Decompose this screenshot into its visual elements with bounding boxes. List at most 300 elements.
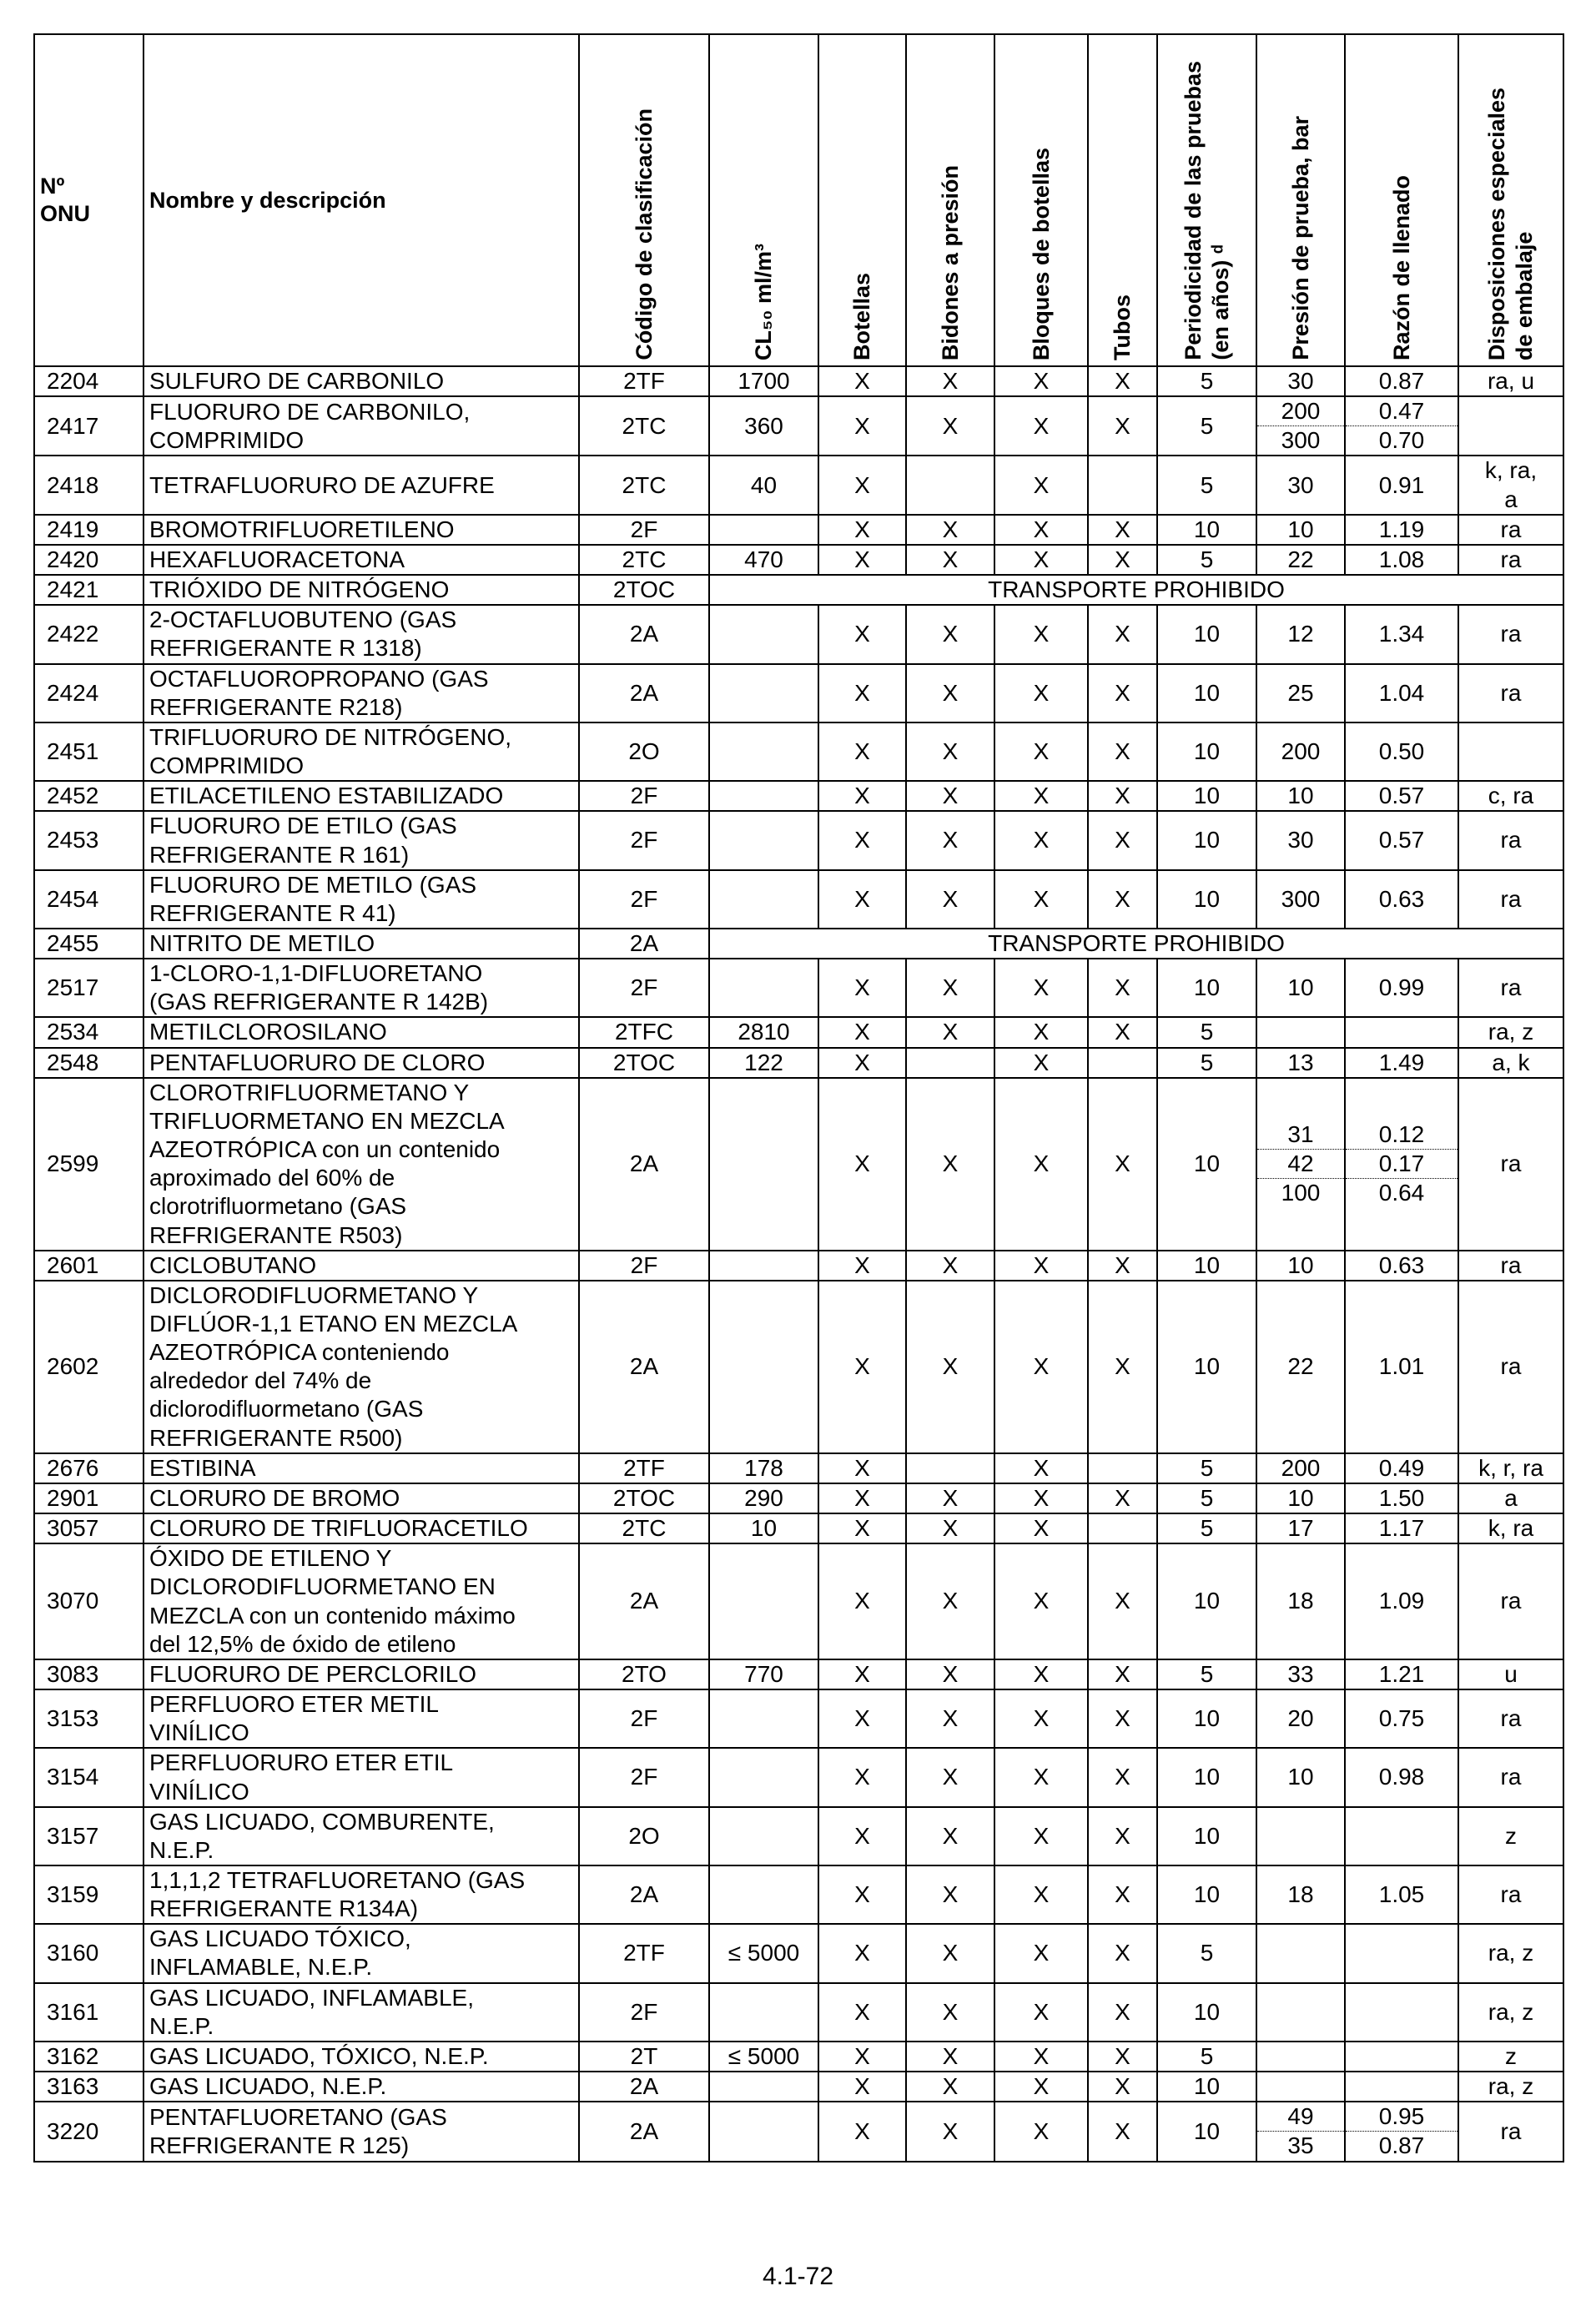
cell-cl50: 1700 xyxy=(709,366,818,396)
cell-cl50 xyxy=(709,664,818,722)
cell-no-onu: 3163 xyxy=(34,2072,143,2102)
header-presion: Presión de prueba, bar xyxy=(1256,34,1345,366)
cell-cl50: ≤ 5000 xyxy=(709,2042,818,2072)
table-row xyxy=(34,664,1563,722)
cell-nombre: FLUORURO DE ETILO (GAS REFRIGERANTE R 161) xyxy=(143,811,579,869)
cell-bloques: X xyxy=(994,1807,1088,1865)
cell-botellas: X xyxy=(818,1281,906,1453)
cell-periodicidad: 10 xyxy=(1157,959,1256,1017)
cell-codigo: 2TFC xyxy=(579,1017,709,1047)
cell-presion-value: 49 xyxy=(1287,2103,1314,2130)
cell-tubos xyxy=(1088,1048,1157,1078)
cell-bidones: X xyxy=(906,1748,994,1806)
cell-disposiciones: ra, z xyxy=(1458,1017,1563,1047)
cell-periodicidad: 10 xyxy=(1157,2102,1256,2161)
cell-presion: 10 xyxy=(1256,781,1345,811)
cell-bidones xyxy=(906,1048,994,1078)
cell-periodicidad: 10 xyxy=(1157,1251,1256,1281)
cell-bloques: X xyxy=(994,959,1088,1017)
cell-bloques: X xyxy=(994,1865,1088,1924)
cell-no-onu: 3153 xyxy=(34,1689,143,1748)
cell-periodicidad: 5 xyxy=(1157,545,1256,575)
cell-tubos: X xyxy=(1088,2102,1157,2161)
table-row xyxy=(34,1689,1563,1748)
cell-presion: 25 xyxy=(1256,664,1345,722)
cell-botellas: X xyxy=(818,515,906,545)
cell-tubos: X xyxy=(1088,1983,1157,2042)
table-row xyxy=(34,396,1563,456)
cell-cl50 xyxy=(709,1983,818,2042)
cell-razon: 1.19 xyxy=(1345,515,1458,545)
cell-razon: 0.87 xyxy=(1345,366,1458,396)
cell-bloques: X xyxy=(994,1048,1088,1078)
cell-periodicidad: 5 xyxy=(1157,1483,1256,1513)
cell-disposiciones: k, ra, a xyxy=(1458,456,1563,514)
cell-periodicidad: 10 xyxy=(1157,1078,1256,1251)
cell-bloques: X xyxy=(994,396,1088,456)
table-row xyxy=(34,1924,1563,1982)
cell-cl50 xyxy=(709,1078,818,1251)
cell-nombre: PENTAFLUORURO DE CLORO xyxy=(143,1048,579,1078)
cell-nombre: 2-OCTAFLUOBUTENO (GAS REFRIGERANTE R 1318) xyxy=(143,605,579,663)
cell-periodicidad: 5 xyxy=(1157,1659,1256,1689)
cell-tubos: X xyxy=(1088,1017,1157,1047)
cell-no-onu: 2420 xyxy=(34,545,143,575)
cell-no-onu: 2601 xyxy=(34,1251,143,1281)
cell-periodicidad: 10 xyxy=(1157,811,1256,869)
cell-cl50 xyxy=(709,605,818,663)
cell-presion xyxy=(1256,1017,1345,1047)
cell-razon-value: 0.70 xyxy=(1346,425,1458,455)
cell-nombre: TETRAFLUORURO DE AZUFRE xyxy=(143,456,579,514)
cell-razon: 1.21 xyxy=(1345,1659,1458,1689)
cell-nombre: PERFLUORURO ETER ETIL VINÍLICO xyxy=(143,1748,579,1806)
cell-presion xyxy=(1256,1807,1345,1865)
table-row xyxy=(34,1659,1563,1689)
cell-botellas: X xyxy=(818,664,906,722)
cell-tubos xyxy=(1088,1513,1157,1543)
table-row xyxy=(34,722,1563,781)
cell-presion xyxy=(1256,396,1345,456)
table-row xyxy=(34,1865,1563,1924)
cell-tubos: X xyxy=(1088,396,1157,456)
cell-no-onu: 2901 xyxy=(34,1483,143,1513)
cell-bidones: X xyxy=(906,605,994,663)
cell-bloques: X xyxy=(994,1689,1088,1748)
cell-presion: 300 xyxy=(1256,870,1345,929)
cell-bidones: X xyxy=(906,811,994,869)
cell-no-onu: 2676 xyxy=(34,1453,143,1483)
cell-periodicidad: 10 xyxy=(1157,1689,1256,1748)
cell-presion: 17 xyxy=(1256,1513,1345,1543)
cell-cl50 xyxy=(709,1543,818,1659)
cell-no-onu: 3070 xyxy=(34,1543,143,1659)
cell-disposiciones: ra xyxy=(1458,959,1563,1017)
cell-presion: 10 xyxy=(1256,1251,1345,1281)
cell-bloques: X xyxy=(994,1281,1088,1453)
cell-bloques: X xyxy=(994,811,1088,869)
cell-presion xyxy=(1256,2042,1345,2072)
cell-nombre: NITRITO DE METILO xyxy=(143,929,579,959)
cell-nombre: TRIFLUORURO DE NITRÓGENO, COMPRIMIDO xyxy=(143,722,579,781)
cell-bloques: X xyxy=(994,2072,1088,2102)
cell-bloques: X xyxy=(994,722,1088,781)
cell-codigo: 2TC xyxy=(579,545,709,575)
cell-cl50 xyxy=(709,1748,818,1806)
table-row xyxy=(34,1017,1563,1047)
header-no-onu: Nº ONU xyxy=(34,34,143,366)
cell-bidones: X xyxy=(906,2072,994,2102)
cell-codigo: 2TOC xyxy=(579,1048,709,1078)
cell-botellas: X xyxy=(818,605,906,663)
cell-periodicidad: 5 xyxy=(1157,366,1256,396)
cell-disposiciones: ra xyxy=(1458,1281,1563,1453)
cell-bidones: X xyxy=(906,515,994,545)
cell-razon-value: 0.64 xyxy=(1346,1178,1458,1207)
header-botellas: Botellas xyxy=(818,34,906,366)
cell-razon xyxy=(1345,396,1458,456)
cell-nombre: ETILACETILENO ESTABILIZADO xyxy=(143,781,579,811)
cell-cl50 xyxy=(709,870,818,929)
cell-presion: 13 xyxy=(1256,1048,1345,1078)
cell-bloques: X xyxy=(994,1983,1088,2042)
cell-botellas: X xyxy=(818,1689,906,1748)
cell-disposiciones: ra, z xyxy=(1458,1983,1563,2042)
cell-presion: 200 xyxy=(1256,1453,1345,1483)
cell-botellas: X xyxy=(818,545,906,575)
cell-bloques: X xyxy=(994,664,1088,722)
cell-presion xyxy=(1256,1983,1345,2042)
cell-no-onu: 3161 xyxy=(34,1983,143,2042)
cell-tubos: X xyxy=(1088,1281,1157,1453)
cell-cl50 xyxy=(709,722,818,781)
cell-presion: 10 xyxy=(1256,515,1345,545)
cell-periodicidad: 5 xyxy=(1157,1017,1256,1047)
cell-disposiciones: ra xyxy=(1458,1251,1563,1281)
cell-disposiciones: a xyxy=(1458,1483,1563,1513)
cell-razon xyxy=(1345,1017,1458,1047)
cell-periodicidad: 10 xyxy=(1157,1543,1256,1659)
cell-bloques: X xyxy=(994,1748,1088,1806)
cell-disposiciones: ra, z xyxy=(1458,1924,1563,1982)
cell-tubos: X xyxy=(1088,1865,1157,1924)
cell-disposiciones: k, ra xyxy=(1458,1513,1563,1543)
cell-disposiciones: k, r, ra xyxy=(1458,1453,1563,1483)
cell-razon-value: 0.47 xyxy=(1378,398,1425,425)
cell-presion: 20 xyxy=(1256,1689,1345,1748)
cell-bloques: X xyxy=(994,781,1088,811)
table-row xyxy=(34,2072,1563,2102)
cell-botellas: X xyxy=(818,1017,906,1047)
cell-razon xyxy=(1345,2072,1458,2102)
cell-nombre: TRIÓXIDO DE NITRÓGENO xyxy=(143,575,579,605)
cell-codigo: 2A xyxy=(579,1078,709,1251)
cell-razon-value: 0.95 xyxy=(1378,2103,1425,2130)
cell-bloques: X xyxy=(994,1251,1088,1281)
cell-codigo: 2A xyxy=(579,664,709,722)
cell-nombre: SULFURO DE CARBONILO xyxy=(143,366,579,396)
cell-disposiciones: ra xyxy=(1458,515,1563,545)
cell-periodicidad: 5 xyxy=(1157,1048,1256,1078)
cell-periodicidad: 5 xyxy=(1157,1453,1256,1483)
cell-periodicidad: 10 xyxy=(1157,722,1256,781)
cell-botellas: X xyxy=(818,366,906,396)
cell-periodicidad: 10 xyxy=(1157,1865,1256,1924)
cell-botellas: X xyxy=(818,1453,906,1483)
table-row xyxy=(34,959,1563,1017)
cell-presion: 18 xyxy=(1256,1865,1345,1924)
cell-bidones: X xyxy=(906,959,994,1017)
cell-razon: 0.63 xyxy=(1345,1251,1458,1281)
cell-cl50 xyxy=(709,1865,818,1924)
table-row xyxy=(34,811,1563,869)
cell-razon xyxy=(1345,1924,1458,1982)
cell-periodicidad: 10 xyxy=(1157,664,1256,722)
cell-codigo: 2F xyxy=(579,811,709,869)
cell-bloques: X xyxy=(994,456,1088,514)
cell-tubos: X xyxy=(1088,1543,1157,1659)
cell-razon: 1.09 xyxy=(1345,1543,1458,1659)
cell-periodicidad: 5 xyxy=(1157,396,1256,456)
cell-disposiciones: z xyxy=(1458,1807,1563,1865)
cell-cl50 xyxy=(709,1251,818,1281)
cell-nombre: CLORURO DE TRIFLUORACETILO xyxy=(143,1513,579,1543)
cell-periodicidad: 10 xyxy=(1157,1748,1256,1806)
cell-disposiciones: a, k xyxy=(1458,1048,1563,1078)
cell-tubos: X xyxy=(1088,1078,1157,1251)
cell-codigo: 2A xyxy=(579,1543,709,1659)
cell-codigo: 2TF xyxy=(579,1453,709,1483)
cell-presion: 33 xyxy=(1256,1659,1345,1689)
cell-razon: 0.99 xyxy=(1345,959,1458,1017)
cell-bloques: X xyxy=(994,1924,1088,1982)
cell-bidones: X xyxy=(906,1983,994,2042)
cell-botellas: X xyxy=(818,870,906,929)
cell-periodicidad: 10 xyxy=(1157,870,1256,929)
cell-razon: 0.91 xyxy=(1345,456,1458,514)
cell-bloques: X xyxy=(994,545,1088,575)
table-row xyxy=(34,515,1563,545)
cell-no-onu: 2422 xyxy=(34,605,143,663)
cell-codigo: 2TF xyxy=(579,366,709,396)
cell-presion xyxy=(1256,1924,1345,1982)
cell-no-onu: 3220 xyxy=(34,2102,143,2161)
cell-nombre: GAS LICUADO, COMBURENTE, N.E.P. xyxy=(143,1807,579,1865)
cell-bloques: X xyxy=(994,2042,1088,2072)
cell-bloques: X xyxy=(994,1453,1088,1483)
cell-botellas: X xyxy=(818,722,906,781)
cell-no-onu: 2451 xyxy=(34,722,143,781)
cell-presion: 18 xyxy=(1256,1543,1345,1659)
cell-tubos: X xyxy=(1088,870,1157,929)
cell-presion: 30 xyxy=(1256,811,1345,869)
cell-periodicidad: 10 xyxy=(1157,1983,1256,2042)
cell-nombre: FLUORURO DE METILO (GAS REFRIGERANTE R 41) xyxy=(143,870,579,929)
cell-codigo: 2O xyxy=(579,1807,709,1865)
cell-codigo: 2F xyxy=(579,1689,709,1748)
table-row xyxy=(34,545,1563,575)
cell-botellas: X xyxy=(818,396,906,456)
cell-no-onu: 2417 xyxy=(34,396,143,456)
cell-presion: 30 xyxy=(1256,366,1345,396)
cell-nombre: PENTAFLUORETANO (GAS REFRIGERANTE R 125) xyxy=(143,2102,579,2161)
cell-botellas: X xyxy=(818,1078,906,1251)
cell-tubos: X xyxy=(1088,1251,1157,1281)
cell-tubos: X xyxy=(1088,1483,1157,1513)
cell-bidones: X xyxy=(906,781,994,811)
cell-no-onu: 2548 xyxy=(34,1048,143,1078)
cell-razon xyxy=(1345,1807,1458,1865)
cell-codigo: 2F xyxy=(579,870,709,929)
cell-presion: 10 xyxy=(1256,959,1345,1017)
cell-bidones: X xyxy=(906,1924,994,1982)
cell-razon: 1.49 xyxy=(1345,1048,1458,1078)
cell-cl50 xyxy=(709,2072,818,2102)
cell-disposiciones: ra xyxy=(1458,1689,1563,1748)
cell-cl50: 178 xyxy=(709,1453,818,1483)
cell-presion xyxy=(1256,2102,1345,2161)
cell-no-onu: 2452 xyxy=(34,781,143,811)
cell-periodicidad: 10 xyxy=(1157,515,1256,545)
cell-no-onu: 3057 xyxy=(34,1513,143,1543)
cell-tubos: X xyxy=(1088,515,1157,545)
cell-cl50: 40 xyxy=(709,456,818,514)
cell-disposiciones: ra xyxy=(1458,870,1563,929)
cell-cl50: 360 xyxy=(709,396,818,456)
table-row xyxy=(34,870,1563,929)
cell-no-onu: 2602 xyxy=(34,1281,143,1453)
table-row xyxy=(34,1983,1563,2042)
cell-nombre: CLORURO DE BROMO xyxy=(143,1483,579,1513)
cell-bloques: X xyxy=(994,605,1088,663)
cell-nombre: ESTIBINA xyxy=(143,1453,579,1483)
cell-cl50 xyxy=(709,2102,818,2161)
cell-codigo: 2O xyxy=(579,722,709,781)
table-row xyxy=(34,1251,1563,1281)
cell-botellas: X xyxy=(818,1924,906,1982)
cell-bidones: X xyxy=(906,2042,994,2072)
table-row xyxy=(34,2042,1563,2072)
cell-bloques: X xyxy=(994,1078,1088,1251)
cell-cl50 xyxy=(709,1807,818,1865)
cell-cl50 xyxy=(709,959,818,1017)
cell-disposiciones xyxy=(1458,722,1563,781)
cell-presion-value: 200 xyxy=(1281,398,1321,425)
cell-bidones: X xyxy=(906,1689,994,1748)
cell-cl50: 122 xyxy=(709,1048,818,1078)
cell-tubos: X xyxy=(1088,545,1157,575)
cell-no-onu: 2455 xyxy=(34,929,143,959)
table-row xyxy=(34,1483,1563,1513)
cell-bidones: X xyxy=(906,1807,994,1865)
table-row xyxy=(34,1543,1563,1659)
cell-botellas: X xyxy=(818,2102,906,2161)
table-row xyxy=(34,1807,1563,1865)
cell-no-onu: 2421 xyxy=(34,575,143,605)
cell-presion-value: 300 xyxy=(1257,425,1344,455)
cell-codigo: 2F xyxy=(579,1748,709,1806)
cell-tubos: X xyxy=(1088,959,1157,1017)
header-row xyxy=(34,34,1563,366)
cell-botellas: X xyxy=(818,811,906,869)
cell-codigo: 2T xyxy=(579,2042,709,2072)
cell-nombre: GAS LICUADO, N.E.P. xyxy=(143,2072,579,2102)
cell-cl50 xyxy=(709,781,818,811)
header-bidones: Bidones a presión xyxy=(906,34,994,366)
cell-botellas: X xyxy=(818,456,906,514)
cell-cl50: 2810 xyxy=(709,1017,818,1047)
cell-no-onu: 2453 xyxy=(34,811,143,869)
cell-presion: 10 xyxy=(1256,1748,1345,1806)
cell-tubos xyxy=(1088,1453,1157,1483)
cell-disposiciones: c, ra xyxy=(1458,781,1563,811)
cell-bloques: X xyxy=(994,1017,1088,1047)
table-row xyxy=(34,1078,1563,1251)
cell-botellas: X xyxy=(818,1543,906,1659)
cell-transporte-prohibido: TRANSPORTE PROHIBIDO xyxy=(709,929,1563,959)
cell-botellas: X xyxy=(818,781,906,811)
table-row xyxy=(34,575,1563,605)
cell-nombre: GAS LICUADO, TÓXICO, N.E.P. xyxy=(143,2042,579,2072)
cell-nombre: FLUORURO DE CARBONILO, COMPRIMIDO xyxy=(143,396,579,456)
cell-bloques: X xyxy=(994,515,1088,545)
page-number: 4.1-72 xyxy=(762,2263,834,2290)
cell-presion: 22 xyxy=(1256,1281,1345,1453)
cell-codigo: 2TOC xyxy=(579,575,709,605)
cell-periodicidad: 5 xyxy=(1157,1513,1256,1543)
cell-no-onu: 2599 xyxy=(34,1078,143,1251)
cell-bidones: X xyxy=(906,1078,994,1251)
cell-bidones: X xyxy=(906,1281,994,1453)
cell-cl50 xyxy=(709,811,818,869)
table-row xyxy=(34,781,1563,811)
cell-no-onu: 2534 xyxy=(34,1017,143,1047)
cell-codigo: 2F xyxy=(579,1251,709,1281)
cell-no-onu: 2454 xyxy=(34,870,143,929)
cell-razon: 1.17 xyxy=(1345,1513,1458,1543)
cell-tubos: X xyxy=(1088,1807,1157,1865)
cell-botellas: X xyxy=(818,1748,906,1806)
cell-disposiciones: ra xyxy=(1458,811,1563,869)
cell-disposiciones: ra xyxy=(1458,664,1563,722)
cell-no-onu: 3157 xyxy=(34,1807,143,1865)
cell-botellas: X xyxy=(818,2072,906,2102)
cell-periodicidad: 10 xyxy=(1157,605,1256,663)
cell-bidones: X xyxy=(906,664,994,722)
table-row xyxy=(34,366,1563,396)
cell-codigo: 2TOC xyxy=(579,1483,709,1513)
cell-codigo: 2A xyxy=(579,929,709,959)
cell-botellas: X xyxy=(818,1807,906,1865)
cell-razon xyxy=(1345,1078,1458,1251)
cell-nombre: GAS LICUADO TÓXICO, INFLAMABLE, N.E.P. xyxy=(143,1924,579,1982)
cell-razon xyxy=(1345,2102,1458,2161)
table-row xyxy=(34,2102,1563,2161)
header-codigo: Código de clasificación xyxy=(579,34,709,366)
cell-codigo: 2A xyxy=(579,2072,709,2102)
cell-disposiciones: ra xyxy=(1458,1078,1563,1251)
cell-presion: 12 xyxy=(1256,605,1345,663)
table-row xyxy=(34,1748,1563,1806)
header-cl50: CL₅₀ ml/m³ xyxy=(709,34,818,366)
cell-razon: 0.49 xyxy=(1345,1453,1458,1483)
cell-razon: 0.75 xyxy=(1345,1689,1458,1748)
cell-botellas: X xyxy=(818,1513,906,1543)
cell-disposiciones: ra xyxy=(1458,2102,1563,2161)
cell-nombre: 1-CLORO-1,1-DIFLUORETANO (GAS REFRIGERANTE R 142B) xyxy=(143,959,579,1017)
header-tubos: Tubos xyxy=(1088,34,1157,366)
cell-razon: 1.05 xyxy=(1345,1865,1458,1924)
